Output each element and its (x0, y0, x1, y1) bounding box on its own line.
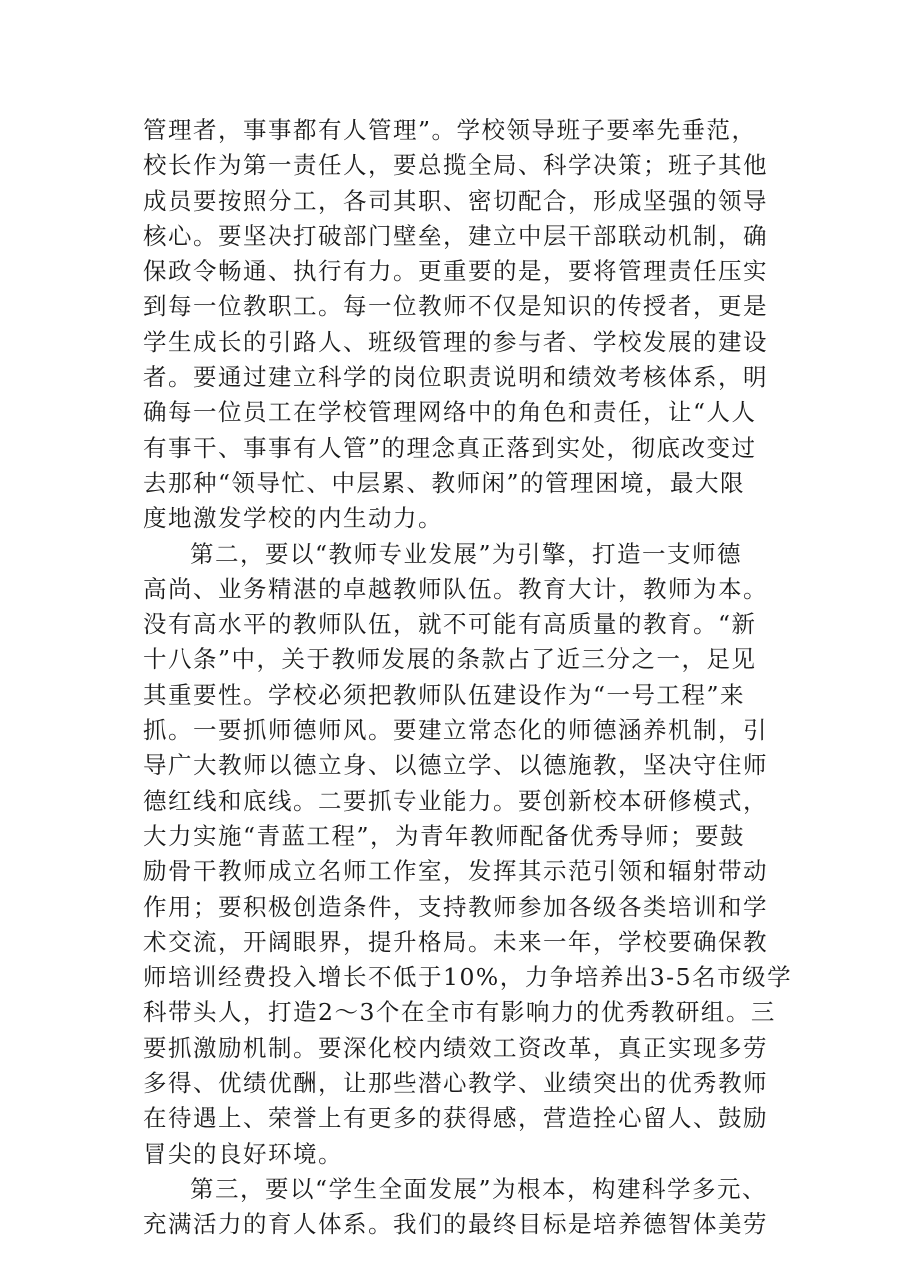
text-line: 励骨干教师成立名师工作室，发挥其示范引领和辐射带动 (143, 857, 768, 886)
paragraph-first-line: 第二，要以“教师专业发展”为引擎，打造一支师德 (190, 539, 743, 568)
text-line: 充满活力的育人体系。我们的最终目标是培养德智体美劳 (143, 1210, 768, 1239)
text-line: 保政令畅通、执行有力。更重要的是，要将管理责任压实 (143, 257, 768, 286)
text-line: 大力实施“青蓝工程”，为青年教师配备优秀导师；要鼓 (143, 821, 746, 850)
text-line: 校长作为第一责任人，要总揽全局、科学决策；班子其他 (143, 151, 768, 180)
text-line: 抓。一要抓师德师风。要建立常态化的师德涵养机制，引 (143, 716, 768, 745)
text-line: 师培训经费投入增长不低于10%，力争培养出3-5名市级学 (143, 963, 793, 992)
document-body (143, 113, 803, 1243)
text-line: 十八条”中，关于教师发展的条款占了近三分之一，足见 (143, 645, 757, 674)
text-line: 有事干、事事有人管”的理念真正落到实处，彻底改变过 (143, 433, 757, 462)
text-line: 德红线和底线。二要抓专业能力。要创新校本研修模式， (143, 786, 768, 815)
text-line: 到每一位教职工。每一位教师不仅是知识的传授者，更是 (143, 292, 768, 321)
text-line: 术交流，开阔眼界，提升格局。未来一年，学校要确保教 (143, 927, 768, 956)
text-line: 要抓激励机制。要深化校内绩效工资改革，真正实现多劳 (143, 1033, 768, 1062)
text-line: 确每一位员工在学校管理网络中的角色和责任，让“人人 (143, 398, 757, 427)
text-line: 其重要性。学校必须把教师队伍建设作为“一号工程”来 (143, 680, 746, 709)
text-line: 高尚、业务精湛的卓越教师队伍。教育大计，教师为本。 (143, 574, 768, 603)
text-line: 作用；要积极创造条件，支持教师参加各级各类培训和学 (143, 892, 768, 921)
text-line: 科带头人，打造2～3个在全市有影响力的优秀教研组。三 (143, 998, 776, 1027)
text-line: 导广大教师以德立身、以德立学、以德施教，坚决守住师 (143, 751, 768, 780)
text-line: 管理者，事事都有人管理”。学校领导班子要率先垂范， (143, 116, 757, 144)
text-line: 多得、优绩优酬，让那些潜心教学、业绩突出的优秀教师 (143, 1069, 768, 1098)
paragraph-first-line: 第三，要以“学生全面发展”为根本，构建科学多元、 (190, 1174, 768, 1203)
text-line: 者。要通过建立科学的岗位职责说明和绩效考核体系，明 (143, 363, 768, 392)
text-line: 冒尖的良好环境。 (143, 1139, 343, 1168)
text-line: 在待遇上、荣誉上有更多的获得感，营造拴心留人、鼓励 (143, 1104, 768, 1133)
text-line: 成员要按照分工，各司其职、密切配合，形成坚强的领导 (143, 186, 768, 215)
text-line: 学生成长的引路人、班级管理的参与者、学校发展的建设 (143, 327, 768, 356)
text-line: 度地激发学校的内生动力。 (143, 504, 443, 533)
text-line: 去那种“领导忙、中层累、教师闲”的管理困境，最大限 (143, 468, 746, 497)
text-line: 核心。要坚决打破部门壁垒，建立中层干部联动机制，确 (143, 221, 768, 250)
text-line: 没有高水平的教师队伍，就不可能有高质量的教育。“新 (143, 610, 757, 639)
